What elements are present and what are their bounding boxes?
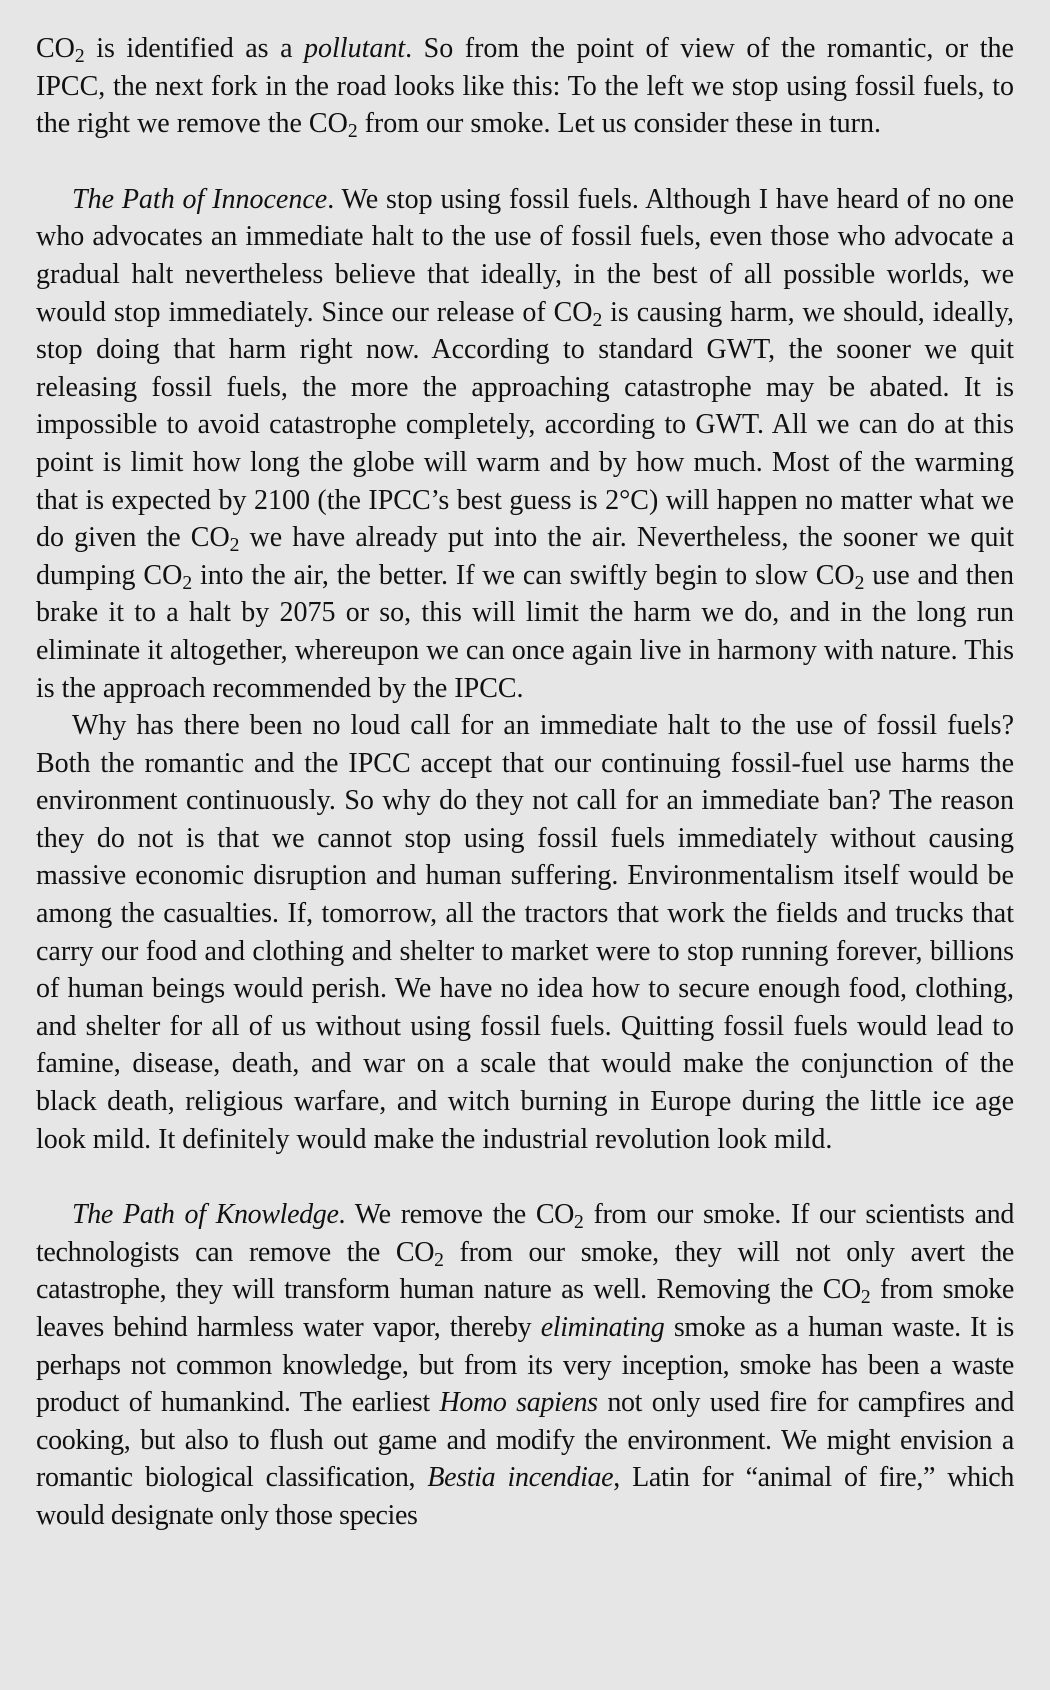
text-run: from our smoke. If our scientists and technologists can remove the CO bbox=[36, 1199, 1014, 1268]
subscript: 2 bbox=[574, 1212, 584, 1234]
text-run: we have already put into the air. Nevertheless, the sooner we quit dumping CO bbox=[36, 522, 1014, 591]
paragraph-gap bbox=[36, 1158, 1014, 1196]
subscript: 2 bbox=[592, 309, 603, 331]
subscript: 2 bbox=[182, 572, 193, 594]
subscript: 2 bbox=[347, 121, 358, 143]
text-run: is causing harm, we should, ideally, stop doing that harm right now. According to standard GWT, the sooner we quit releasing fossil fuels, the more the approaching catastrophe may be abated. It is impossible to avoid catastrophe completely, according to GWT. All we can do at this point is limit how long the globe will warm and by how much. Most of the warming that is expected by 2100 (the IPCC’s best guess is 2°C) will happen no matter what we do given the CO bbox=[36, 296, 1015, 554]
text-run: from our smoke, they will not only avert the catastrophe, they will transform human nature as well. Removing the CO bbox=[36, 1236, 1014, 1306]
text-run: . So from the point of view of the romantic, or the IPCC, the next fork in the road looks like this: To the left we stop using fossil fuels, to the right we remove the CO bbox=[36, 33, 1014, 140]
paragraph-path-of-knowledge bbox=[36, 1196, 1014, 1534]
text-run: , Latin for “animal of fire,” which would designate only those species bbox=[36, 1462, 1014, 1531]
emphasis: pollutant bbox=[304, 33, 406, 64]
paragraph-why-no-halt: Why has there been no loud call for an immediate halt to the use of fossil fuels? Both the romantic and the IPCC accept that our continuing fossil-fuel use harms the environment continuously. So why do they not call for an immediate ban? The reason they do not is that we cannot stop using fossil fuels immediately without causing massive economic disruption and human suffering. Environmentalism itself would be among the casualties. If, tomorrow, all the tractors that work the fields and trucks that carry our food and clothing and shelter to market were to stop running forever, billions of human beings would perish. We have no idea how to secure enough food, clothing, and shelter for all of us without using fossil fuels. Quitting fossil fuels would lead to famine, disease, death, and war on a scale that would make the conjunction of the black death, religious warfare, and witch burning in Europe during the little ice age look mild. It definitely would make the industrial revolution look mild. bbox=[36, 710, 1014, 1155]
subscript: 2 bbox=[229, 535, 240, 557]
paragraph-gap bbox=[36, 143, 1014, 181]
text-run: . We remove the CO bbox=[338, 1199, 575, 1231]
text-run: into the air, the better. If we can swiftly begin to slow CO bbox=[192, 559, 855, 591]
text-run: smoke as a human waste. It is perhaps not common knowledge, but from its very inception, smoke has been a waste product of humankind. The earliest bbox=[36, 1312, 1014, 1419]
section-heading: The Path of Innocence bbox=[72, 183, 328, 215]
emphasis: Homo sapiens bbox=[439, 1387, 598, 1419]
paragraph-path-of-innocence bbox=[36, 181, 1014, 707]
subscript: 2 bbox=[854, 572, 865, 594]
text-run: use and then brake it to a halt by 2075 or so, this will limit the harm we do, and in the long run eliminate it altogether, whereupon we can once again live in harmony with nature. This is the approach recommended by the IPCC. bbox=[36, 559, 1014, 704]
subscript: 2 bbox=[860, 1287, 871, 1309]
subscript: 2 bbox=[434, 1249, 444, 1271]
text-run: not only used fire for campfires and cooking, but also to flush out game and modify the environment. We might envision a romantic biological classification, bbox=[36, 1387, 1014, 1494]
subscript: 2 bbox=[74, 45, 85, 67]
text-run: from our smoke. Let us consider these in turn. bbox=[357, 108, 881, 140]
text-run: is identified as a bbox=[84, 33, 305, 64]
text-run: . We stop using fossil fuels. Although I have heard of no one who advocates an immediate halt to the use of fossil fuels, even those who advocate a gradual halt nevertheless believe that ideally, in the best of all possible worlds, we would stop immediately. Since our release of CO bbox=[36, 183, 1014, 328]
text-run: from smoke leaves behind harmless water vapor, thereby bbox=[36, 1274, 1015, 1343]
emphasis: Bestia incendiae bbox=[427, 1462, 614, 1494]
emphasis: eliminating bbox=[540, 1312, 665, 1343]
section-heading: The Path of Knowledge bbox=[72, 1199, 339, 1231]
paragraph-intro bbox=[36, 30, 1014, 143]
text-run: CO bbox=[36, 33, 75, 64]
